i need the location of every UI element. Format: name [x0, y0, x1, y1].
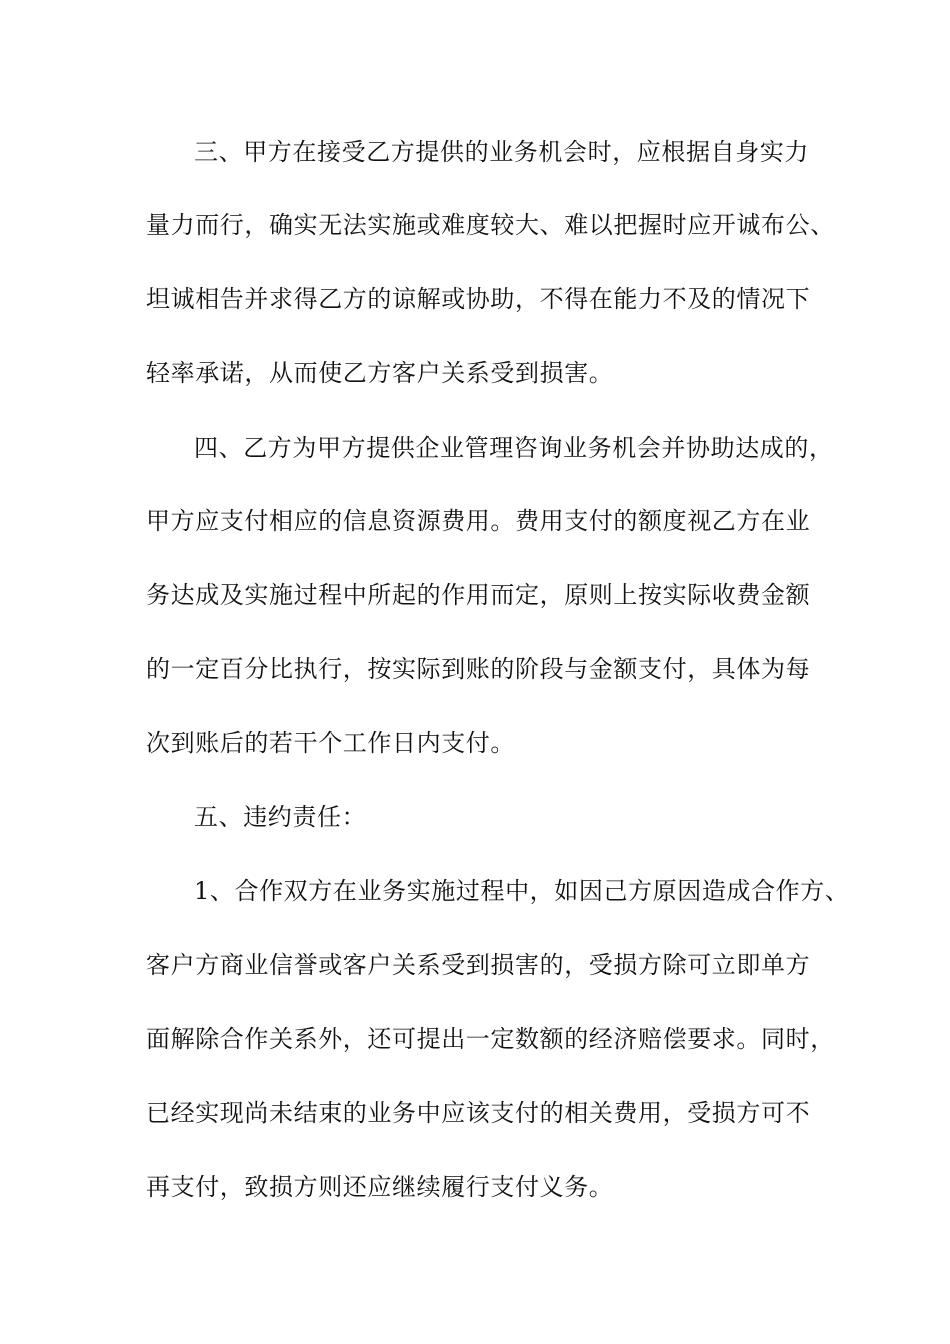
clause-3-line-1: 三、甲方在接受乙方提供的业务机会时，应根据自身实力: [194, 138, 809, 166]
clause-5-1-line-1: 1、合作双方在业务实施过程中，如因己方原因造成合作方、: [194, 877, 850, 905]
clause-4-line-1: 四、乙方为甲方提供企业管理咨询业务机会并协助达成的，: [194, 434, 834, 462]
clause-5-1-line-3: 面解除合作关系外，还可提出一定数额的经济赔偿要求。同时，: [146, 1025, 835, 1053]
clause-3-line-2: 量力而行，确实无法实施或难度较大、难以把握时应开诚布公、: [146, 211, 835, 239]
clause-5-1-line-4: 已经实现尚未结束的业务中应该支付的相关费用，受损方可不: [146, 1099, 811, 1127]
clause-4-line-5: 次到账后的若干个工作日内支付。: [146, 729, 515, 757]
clause-5-1-line-2: 客户方商业信誉或客户关系受到损害的，受损方除可立即单方: [146, 951, 811, 979]
clause-4-line-3: 务达成及实施过程中所起的作用而定，原则上按实际收费金额: [146, 581, 811, 609]
clause-4-line-4: 的一定百分比执行，按实际到账的阶段与金额支付，具体为每: [146, 655, 811, 683]
clause-5-heading: 五、违约责任：: [194, 803, 367, 831]
clause-3-line-4: 轻率承诺，从而使乙方客户关系受到损害。: [146, 359, 614, 387]
clause-3-line-3: 坦诚相告并求得乙方的谅解或协助，不得在能力不及的情况下: [146, 285, 811, 313]
clause-4-line-2: 甲方应支付相应的信息资源费用。费用支付的额度视乙方在业: [146, 507, 811, 535]
clause-5-1-line-5: 再支付，致损方则还应继续履行支付义务。: [146, 1173, 614, 1201]
